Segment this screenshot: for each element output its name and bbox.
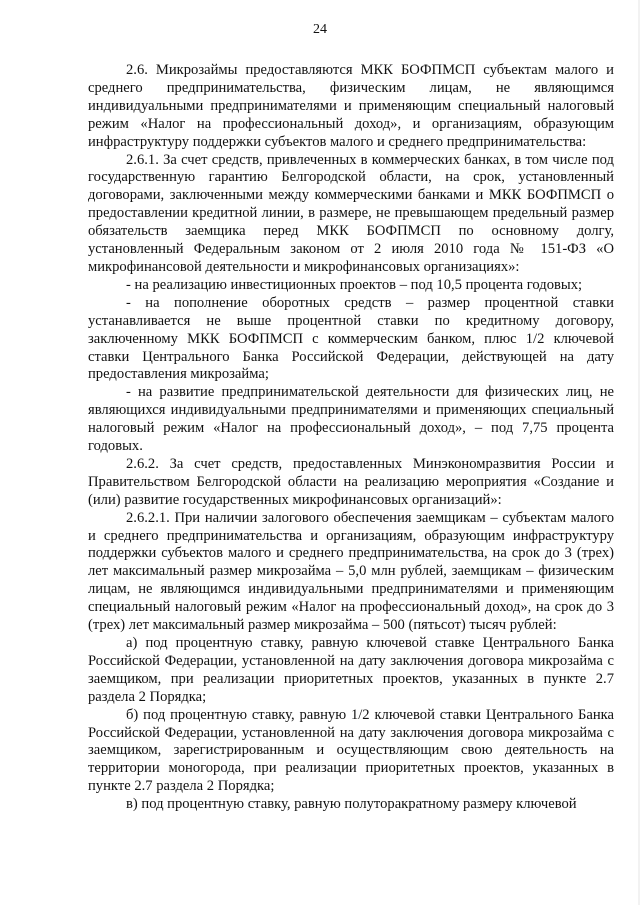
- list-item-individuals: - на развитие предпринимательской деятельности для физических лиц, не являющихся индивидуальными предпринимателями и применяющих специальный налоговый режим «Налог на профессиональный доход», – под 7,75 процента годовых.: [88, 384, 614, 455]
- list-item-working-capital: - на пополнение оборотных средств – размер процентной ставки устанавливается не выше процентной ставки по кредитному договору, заключенному МКК БОФПМСП с коммерческим банком, плюс 1/2 ключевой ставки Центрального Банка Российской Федерации, действующей на дату предоставления микрозайма;: [88, 294, 614, 383]
- paragraph-2-6: 2.6. Микрозаймы предоставляются МКК БОФПМСП субъектам малого и среднего предпринимательства, физическим лицам, не являющимся индивидуальными предпринимателями и применяющим специальный налоговый режим «Налог на профессиональный доход», и организациям, образующим инфраструктуру поддержки субъектов малого и среднего предпринимательства:: [88, 62, 614, 150]
- list-item-v: в) под процентную ставку, равную полуторакратному размеру ключевой: [126, 796, 577, 813]
- list-item-b: б) под процентную ставку, равную 1/2 ключевой ставки Центрального Банка Российской Федерации, установленной на дату заключения договора микрозайма с заемщиком, зарегистрированным и осуществляющим свою деятельность на территории моногорода, при реализации приоритетных проектов, указанных в пункте 2.7 раздела 2 Порядка;: [88, 706, 614, 795]
- document-body: [88, 62, 614, 814]
- paragraph-2-6-2-1: 2.6.2.1. При наличии залогового обеспечения заемщикам – субъектам малого и среднего предпринимательства и организациям, образующим инфраструктуру поддержки субъектов малого и среднего предпринимательства, на срок до 3 (трех) лет максимальный размер микрозайма – 5,0 млн рублей, заемщикам – физическим лицам, не являющимся индивидуальными предпринимателями и применяющим специальный налоговый режим «Налог на профессиональный доход», на срок до 3 (трех) лет максимальный размер микрозайма – 500 (пятьсот) тысяч рублей:: [88, 509, 614, 634]
- paragraph-2-6-1: 2.6.1. За счет средств, привлеченных в коммерческих банках, в том числе под государственную гарантию Белгородской области, на срок, установленный договорами, заключенными между коммерческими банками и МКК БОФПМСП о предоставлении кредитной линии, в размере, не превышающем предельный размер обязательств заемщика перед МКК БОФПМСП по основному долгу, установленный Федеральным законом от 2 июля 2010 года № 151-ФЗ «О микрофинансовой деятельности и микрофинансовых организациях»:: [88, 151, 614, 275]
- paragraph-2-6-2: 2.6.2. За счет средств, предоставленных Минэкономразвития России и Правительством Белгородской области на реализацию мероприятия «Создание и (или) развитие государственных микрофинансовых организаций»:: [88, 455, 614, 508]
- page-number: 24: [313, 22, 327, 37]
- list-item-a: а) под процентную ставку, равную ключевой ставке Центрального Банка Российской Федерации, установленной на дату заключения договора микрозайма с заемщиком, при реализации приоритетных проектов, указанных в пункте 2.7 раздела 2 Порядка;: [88, 635, 614, 705]
- list-item-investment-projects: - на реализацию инвестиционных проектов – под 10,5 процента годовых;: [126, 276, 583, 293]
